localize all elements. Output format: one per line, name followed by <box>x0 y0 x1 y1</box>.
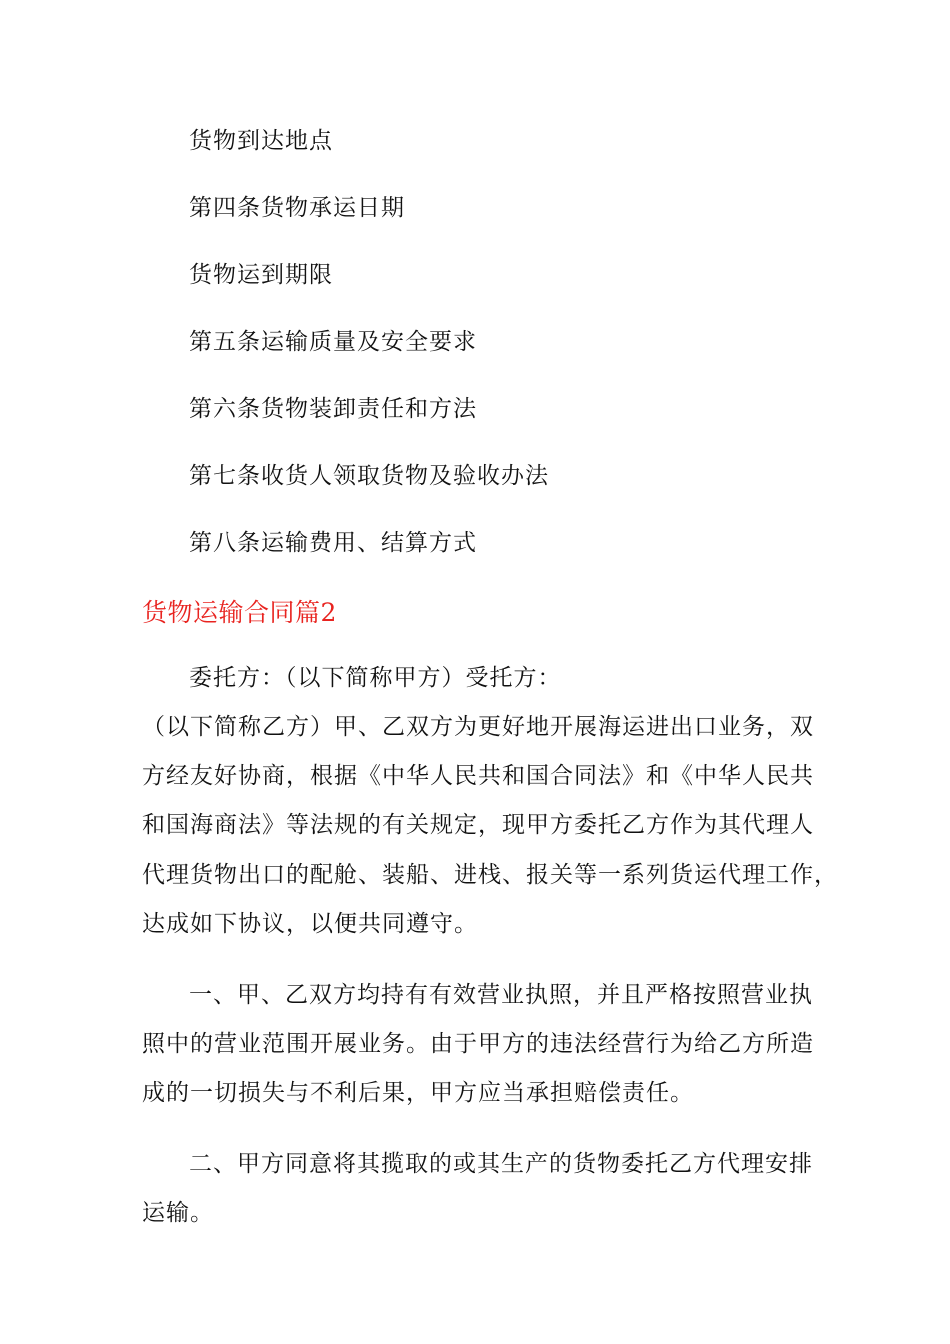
clause-2-line: 二、甲方同意将其揽取的或其生产的货物委托乙方代理安排 <box>189 1151 813 1177</box>
item-article-8: 第八条运输费用、结算方式 <box>189 530 477 556</box>
item-article-4: 第四条货物承运日期 <box>189 195 405 221</box>
intro-line: 委托方：（以下简称甲方）受托方： <box>189 665 562 691</box>
intro-paragraph-line: 方经友好协商，根据《中华人民共和国合同法》和《中华人民共 <box>142 763 814 789</box>
intro-paragraph-line: （以下简称乙方）甲、乙双方为更好地开展海运进出口业务，双 <box>142 714 814 740</box>
intro-paragraph-line: 代理货物出口的配舱、装船、进栈、报关等一系列货运代理工作， <box>142 862 838 888</box>
item-destination: 货物到达地点 <box>189 128 333 154</box>
intro-paragraph-line: 达成如下协议，以便共同遵守。 <box>142 911 478 937</box>
item-article-7: 第七条收货人领取货物及验收办法 <box>189 463 549 489</box>
item-delivery-deadline: 货物运到期限 <box>189 262 333 288</box>
clause-1-line: 一、甲、乙双方均持有有效营业执照，并且严格按照营业执 <box>189 982 813 1008</box>
intro-paragraph-line: 和国海商法》等法规的有关规定，现甲方委托乙方作为其代理人 <box>142 812 814 838</box>
clause-2-line: 运输。 <box>142 1200 214 1226</box>
clause-1-line: 照中的营业范围开展业务。由于甲方的违法经营行为给乙方所造 <box>142 1031 814 1057</box>
item-article-5: 第五条运输质量及安全要求 <box>189 329 477 355</box>
section-heading: 货物运输合同篇2 <box>142 598 337 627</box>
item-article-6: 第六条货物装卸责任和方法 <box>189 396 477 422</box>
clause-1-line: 成的一切损失与不利后果，甲方应当承担赔偿责任。 <box>142 1080 694 1106</box>
